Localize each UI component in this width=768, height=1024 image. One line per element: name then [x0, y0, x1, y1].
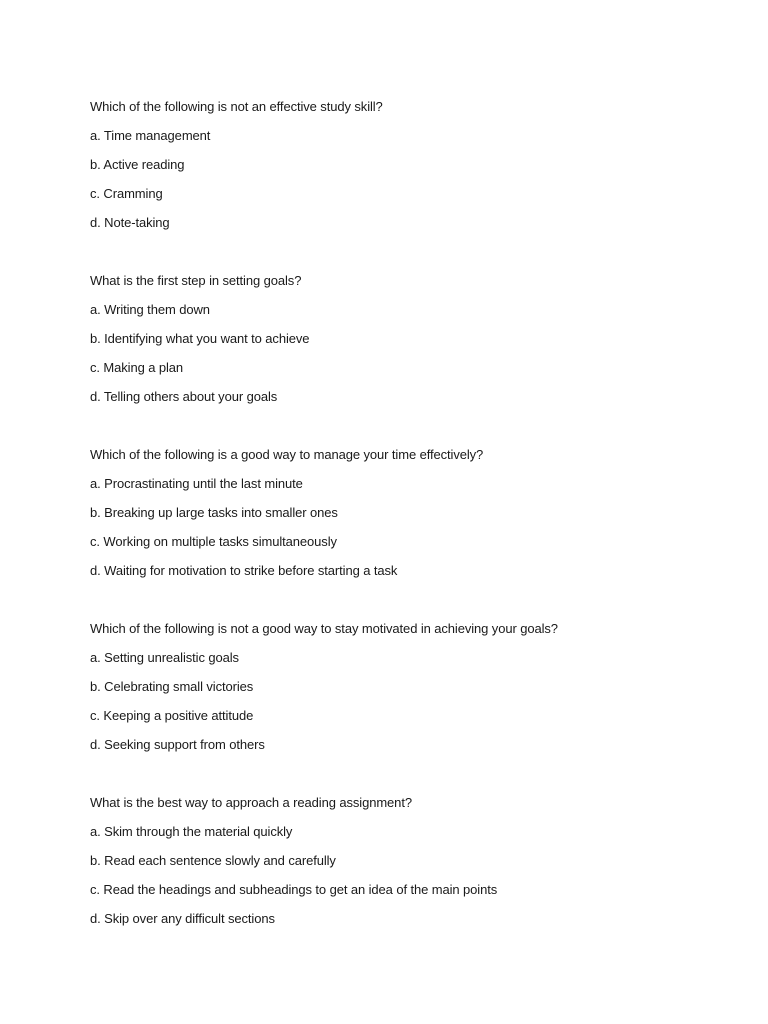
answer-option: d. Telling others about your goals [90, 389, 278, 404]
answer-option: c. Working on multiple tasks simultaneously [90, 534, 337, 549]
question-prompt: What is the best way to approach a reading assignment? [90, 795, 412, 810]
question-prompt: Which of the following is a good way to manage your time effectively? [90, 447, 484, 462]
answer-option: c. Read the headings and subheadings to get an idea of the main points [90, 882, 498, 897]
answer-option: a. Procrastinating until the last minute [90, 476, 303, 491]
answer-option: d. Skip over any difficult sections [90, 911, 275, 926]
answer-option: d. Note-taking [90, 215, 170, 230]
question-4 [90, 614, 730, 759]
answer-option: b. Breaking up large tasks into smaller ones [90, 505, 338, 520]
answer-option: b. Read each sentence slowly and carefully [90, 853, 336, 868]
question-3 [90, 440, 730, 585]
question-2 [90, 266, 730, 411]
question-prompt: Which of the following is not an effective study skill? [90, 99, 383, 114]
answer-option: c. Cramming [90, 186, 163, 201]
answer-option: a. Setting unrealistic goals [90, 650, 239, 665]
question-prompt: What is the first step in setting goals? [90, 273, 302, 288]
quiz-content [90, 92, 730, 962]
question-prompt: Which of the following is not a good way to stay motivated in achieving your goals? [90, 621, 558, 636]
answer-option: c. Making a plan [90, 360, 184, 375]
question-5 [90, 788, 730, 933]
question-1 [90, 92, 730, 237]
answer-option: c. Keeping a positive attitude [90, 708, 254, 723]
answer-option: d. Waiting for motivation to strike before starting a task [90, 563, 398, 578]
answer-option: b. Active reading [90, 157, 185, 172]
answer-option: d. Seeking support from others [90, 737, 265, 752]
answer-option: a. Skim through the material quickly [90, 824, 293, 839]
answer-option: b. Celebrating small victories [90, 679, 254, 694]
answer-option: b. Identifying what you want to achieve [90, 331, 310, 346]
answer-option: a. Writing them down [90, 302, 210, 317]
answer-option: a. Time management [90, 128, 211, 143]
